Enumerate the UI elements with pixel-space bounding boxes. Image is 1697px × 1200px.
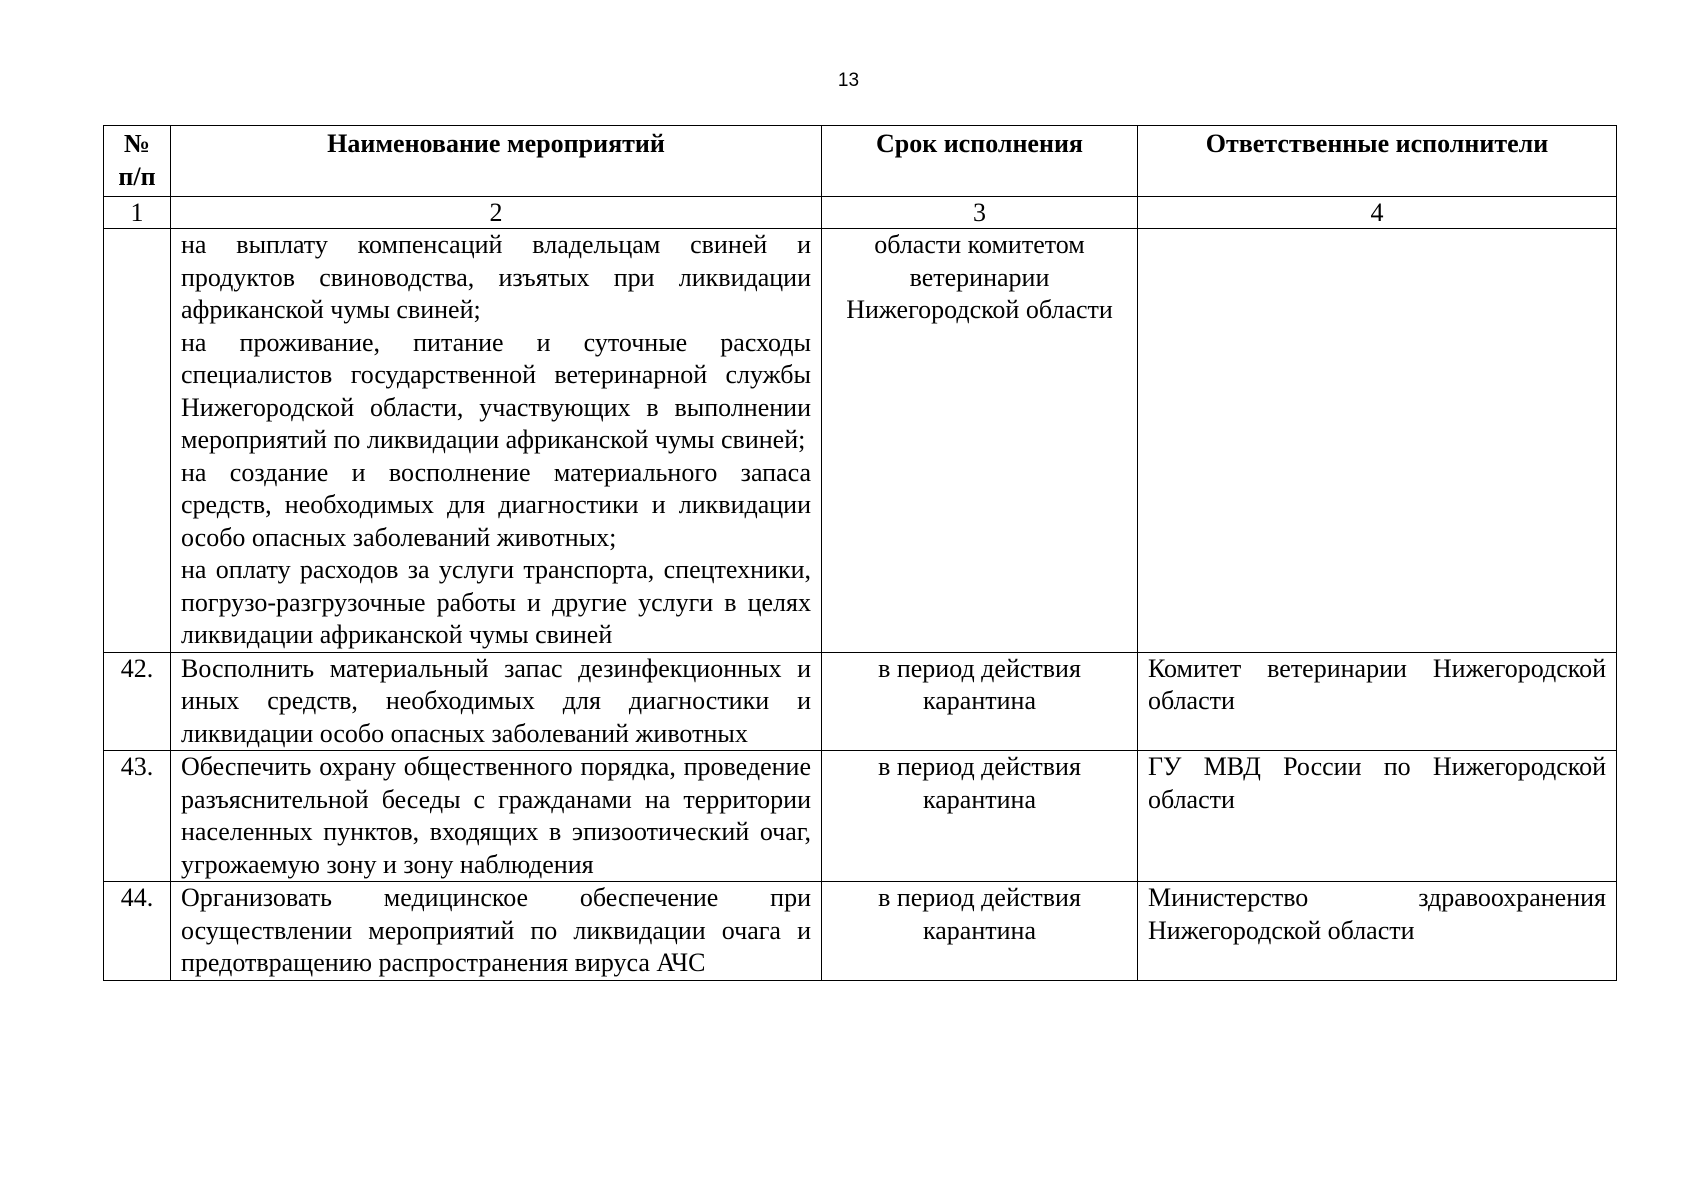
header-responsible: Ответственные исполнители [1138,126,1617,197]
measure-description [171,882,822,981]
table-row [104,751,1617,882]
measure-description [171,751,822,882]
measure-paragraph: Восполнить материальный запас дезинфекционных и иных средств, необходимых для диагностики и ликвидации особо опасных заболеваний животных [181,653,811,748]
header-term: Срок исполнения [822,126,1138,197]
responsible-cell: ГУ МВД России по Нижегородской области [1138,751,1617,882]
responsible-cell: Министерство здравоохранения Нижегородской области [1138,882,1617,981]
term-cell: в период действия карантина [822,751,1138,882]
table-row [104,652,1617,751]
table-row [104,229,1617,653]
table-header [104,126,1617,229]
term-cell: в период действия карантина [822,652,1138,751]
page-number: 13 [837,70,860,91]
measure-paragraph: на оплату расходов за услуги транспорта, спецтехники, погрузо-разгрузочные работы и другие услуги в целях ликвидации африканской чумы свиней [181,555,811,649]
table-row [104,882,1617,981]
row-number [104,229,171,653]
measure-paragraph: на создание и восполнение материального запаса средств, необходимых для диагностики и ликвидации особо опасных заболеваний животных; [181,457,811,552]
header-name: Наименование мероприятий [171,126,822,197]
column-number: 2 [171,197,822,229]
term-cell: в период действия карантина [822,882,1138,981]
column-number: 4 [1138,197,1617,229]
responsible-cell: Комитет ветеринарии Нижегородской области [1138,652,1617,751]
measure-paragraph: на выплату компенсаций владельцам свиней и продуктов свиноводства, изъятых при ликвидации африканской чумы свиней; [181,230,811,324]
measure-paragraph: на проживание, питание и суточные расходы специалистов государственной ветеринарной службы Нижегородской области, участвующих в выполнении мероприятий по ликвидации африканской чумы свиней; [181,327,811,454]
column-number: 3 [822,197,1138,229]
measure-description [171,652,822,751]
column-number: 1 [104,197,171,229]
measures-table [103,125,1617,981]
responsible-cell [1138,229,1617,653]
measure-paragraph: Организовать медицинское обеспечение при осуществлении мероприятий по ликвидации очага и предотвращению распространения вируса АЧС [181,883,811,977]
column-number-row [104,197,1617,229]
measure-paragraph: Обеспечить охрану общественного порядка, проведение разъяснительной беседы с гражданами на территории населенных пунктов, входящих в эпизоотический очаг, угрожаемую зону и зону наблюдения [181,752,811,879]
row-number: 42. [104,652,171,751]
term-cell: области комитетом ветеринарии Нижегородской области [822,229,1138,653]
row-number: 44. [104,882,171,981]
header-num: № п/п [104,126,171,197]
row-number: 43. [104,751,171,882]
measure-description [171,229,822,653]
